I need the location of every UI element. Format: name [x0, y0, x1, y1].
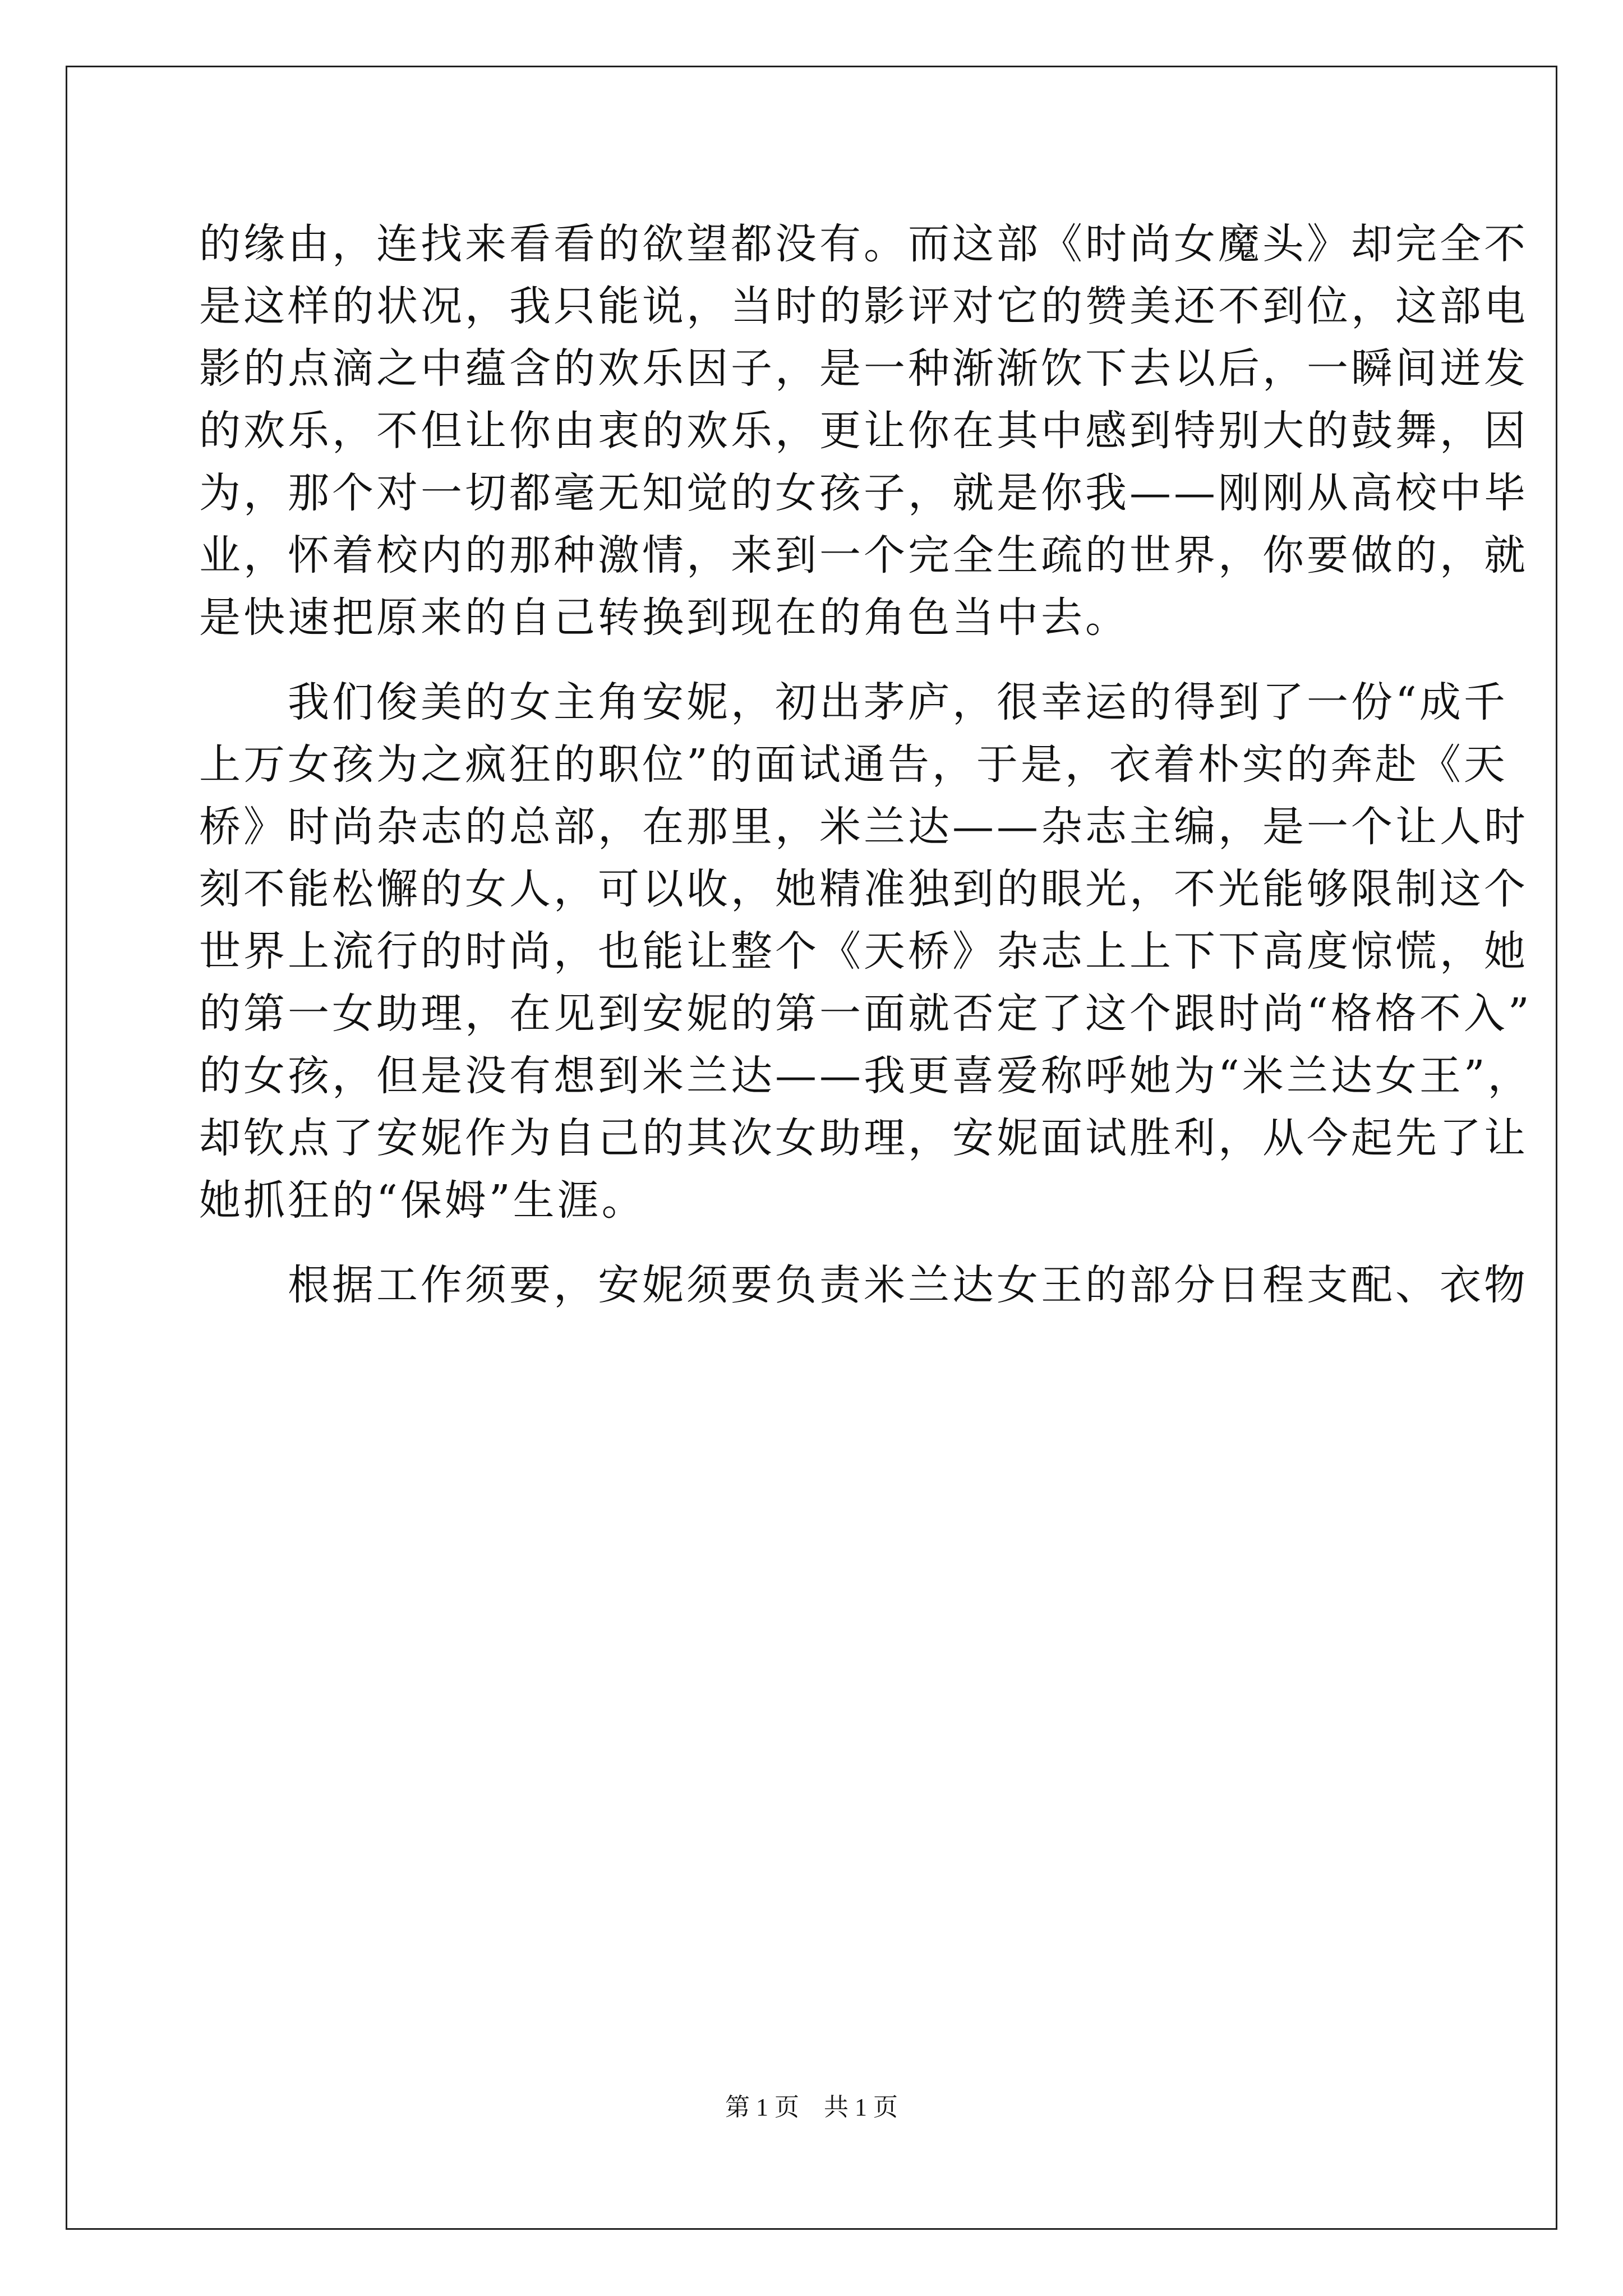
- paragraph-1: [199, 213, 1528, 649]
- text-line: 是快速把原来的自己转换到现在的角色当中去。: [199, 593, 1129, 642]
- text-line: 根据工作须要，安妮须要负责米兰达女王的部分日程支配、衣物: [199, 1261, 1528, 1309]
- text-line: 她抓狂的“保姆”生涯。: [199, 1176, 646, 1225]
- text-line: 刻不能松懈的女人，可以收，她精准独到的眼光，不光能够限制这个: [199, 865, 1528, 913]
- text-line: 上万女孩为之疯狂的职位”的面试通告，于是，衣着朴实的奔赴《天: [199, 740, 1508, 789]
- text-line: 的缘由，连找来看看的欲望都没有。而这部《时尚女魔头》却完全不: [199, 220, 1528, 268]
- text-line: 桥》时尚杂志的总部，在那里，米兰达——杂志主编，是一个让人时: [199, 803, 1528, 851]
- paragraph-3: [199, 1254, 1528, 1317]
- text-line: 是这样的状况，我只能说，当时的影评对它的赞美还不到位，这部电: [199, 282, 1528, 330]
- text-line: 为，那个对一切都毫无知觉的女孩子，就是你我——刚刚从高校中毕: [199, 469, 1528, 517]
- text-line: 的欢乐，不但让你由衷的欢乐，更让你在其中感到特别大的鼓舞，因: [199, 407, 1528, 455]
- text-line: 影的点滴之中蕴含的欢乐因子，是一种渐渐饮下去以后，一瞬间迸发: [199, 344, 1528, 393]
- paragraph-2: [199, 671, 1532, 1232]
- page-number-footer: 第 1 页 共 1 页: [725, 2093, 898, 2121]
- document-body: [199, 213, 1532, 1317]
- text-line: 我们俊美的女主角安妮，初出茅庐，很幸运的得到了一份“成千: [199, 678, 1508, 726]
- text-line: 世界上流行的时尚，也能让整个《天桥》杂志上上下下高度惊慌，她: [199, 927, 1528, 976]
- text-line: 却钦点了安妮作为自己的其次女助理，安妮面试胜利，从今起先了让: [199, 1114, 1528, 1162]
- text-line: 的第一女助理，在见到安妮的第一面就否定了这个跟时尚“格格不入”: [199, 990, 1532, 1038]
- text-line: 业，怀着校内的那种激情，来到一个完全生疏的世界，你要做的，就: [199, 531, 1528, 579]
- text-line: 的女孩，但是没有想到米兰达——我更喜爱称呼她为“米兰达女王”，: [199, 1052, 1532, 1100]
